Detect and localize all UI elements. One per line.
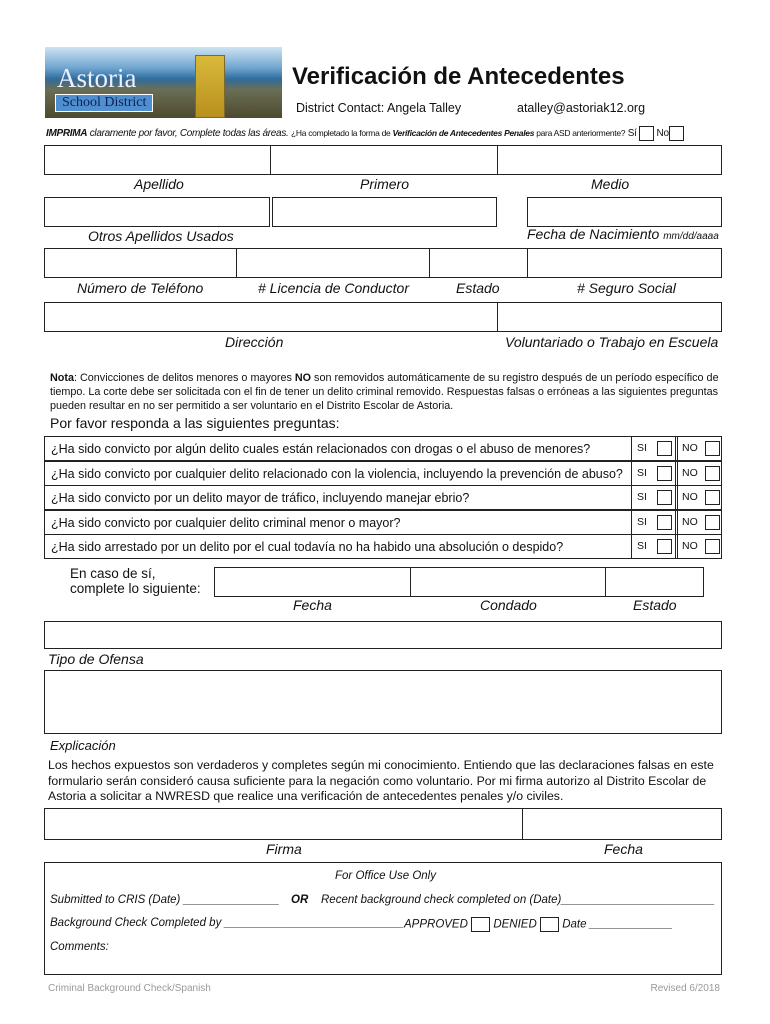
direccion-label: Dirección — [225, 334, 284, 350]
note-text: Nota: Convicciones de delitos menores o mayores NO son removidos automáticamente de su registro después de un período específico de tiempo. La corte debe ser solicitada con el fin de tener un delito criminal removido. Respuestas falsas o erróneas a las siguientes preguntas pueden resultar en no ser permitido a ser voluntario en el Distrito Escolar de Astoria. — [50, 372, 719, 412]
no-checkbox[interactable] — [705, 539, 720, 554]
si-cell — [631, 437, 675, 460]
no-checkbox[interactable] — [705, 466, 720, 481]
offense-date-input[interactable] — [214, 567, 411, 597]
prev-no-label: No — [656, 128, 669, 140]
no-checkbox[interactable] — [705, 515, 720, 530]
no-cell — [675, 462, 723, 485]
approved-checkbox[interactable] — [471, 917, 490, 932]
firma-input[interactable] — [44, 808, 523, 840]
no-cell — [675, 511, 723, 534]
office-title: For Office Use Only — [335, 870, 436, 882]
apellido-label: Apellido — [134, 176, 184, 192]
offense-county-input[interactable] — [410, 567, 606, 597]
no-label: NO — [682, 515, 698, 528]
instr-bold: IMPRIMA — [46, 128, 88, 140]
if-yes-label: En caso de sí, complete lo siguiente: — [70, 566, 201, 596]
question-row — [44, 534, 722, 559]
offense-state-label: Estado — [633, 597, 677, 613]
firma-fecha-label: Fecha — [604, 841, 643, 857]
denied-checkbox[interactable] — [540, 917, 559, 932]
logo-text: Astoria — [57, 63, 137, 93]
si-label: SI — [637, 442, 647, 454]
si-checkbox[interactable] — [657, 539, 672, 554]
fecha-nac-label: Fecha de Nacimiento mm/dd/aaaa — [527, 226, 719, 242]
approval-row: APPROVED DENIED Date _____________ — [404, 918, 673, 931]
si-checkbox[interactable] — [657, 515, 672, 530]
offense-state-input[interactable] — [605, 567, 704, 597]
licencia-input[interactable] — [236, 248, 430, 278]
completed-by: Background Check Completed by ____________________________ — [50, 917, 404, 929]
instr-text: claramente por favor, Complete todas las áreas. — [87, 128, 289, 140]
footer-right: Revised 6/2018 — [650, 983, 720, 994]
question-row — [44, 436, 722, 461]
prev-no-checkbox[interactable] — [669, 126, 684, 141]
si-checkbox[interactable] — [657, 490, 672, 505]
fecha-nacimiento-input[interactable] — [527, 197, 722, 227]
seguro-label: # Seguro Social — [577, 280, 676, 296]
question-row — [44, 461, 722, 486]
firma-fecha-input[interactable] — [522, 808, 722, 840]
no-label: NO — [682, 540, 698, 553]
no-cell — [675, 535, 723, 558]
question-text: ¿Ha sido convicto por un delito mayor de tráfico, incluyendo manejar ebrio? — [51, 491, 470, 506]
question-text: ¿Ha sido convicto por algún delito cuales están relacionados con drogas o el abuso de menores? — [51, 442, 591, 456]
question-text: ¿Ha sido arrestado por un delito por el cual todavía no ha habido una absolución o despido? — [51, 540, 564, 555]
si-label: SI — [637, 491, 647, 504]
si-label: SI — [637, 540, 647, 553]
firma-label: Firma — [266, 841, 302, 857]
si-checkbox[interactable] — [657, 466, 672, 481]
voluntariado-label: Voluntariado o Trabajo en Escuela — [505, 334, 719, 350]
comments-label: Comments: — [50, 941, 109, 953]
prev-si-checkbox[interactable] — [639, 126, 654, 141]
offense-county-label: Condado — [480, 597, 537, 613]
tipo-ofensa-input[interactable] — [44, 621, 722, 649]
recent-check: Recent background check completed on (Date)________________________ — [321, 894, 715, 906]
si-label: SI — [637, 466, 647, 479]
si-checkbox[interactable] — [657, 441, 672, 456]
office-or: OR — [291, 894, 309, 906]
otros-apellidos-input[interactable] — [44, 197, 270, 227]
no-label: NO — [682, 491, 698, 504]
medio-label: Medio — [591, 176, 630, 192]
question-text: ¿Ha sido convicto por cualquier delito relacionado con la violencia, incluyendo la prevención de abuso? — [51, 466, 623, 481]
estado-label: Estado — [456, 280, 500, 296]
question-row — [44, 510, 722, 535]
contact-email: atalley@astoriak12.org — [517, 101, 646, 115]
question-text: ¿Ha sido convicto por cualquier delito criminal menor o mayor? — [51, 515, 401, 530]
explicacion-label: Explicación — [50, 738, 116, 753]
no-cell — [675, 486, 723, 509]
submitted-cris: Submitted to CRIS (Date) _______________ — [50, 894, 280, 906]
licencia-label: # Licencia de Conductor — [258, 280, 409, 296]
direccion-input[interactable] — [44, 302, 498, 332]
si-cell — [631, 511, 675, 534]
otros-apellidos-input-2[interactable] — [272, 197, 497, 227]
si-cell — [631, 486, 675, 509]
no-label: NO — [682, 466, 698, 479]
seguro-social-input[interactable] — [527, 248, 722, 278]
district-contact: District Contact: Angela Talley — [296, 101, 462, 115]
telefono-label: Número de Teléfono — [77, 280, 204, 296]
questions-heading: Por favor responda a las siguientes preguntas: — [50, 415, 340, 431]
no-cell — [675, 437, 723, 460]
prev-si-label: Sí — [627, 128, 637, 140]
voluntariado-input[interactable] — [497, 302, 722, 332]
lighthouse-image — [195, 55, 225, 118]
medio-input[interactable] — [497, 145, 722, 175]
si-label: SI — [637, 515, 647, 528]
no-label: NO — [682, 442, 698, 454]
page-title: Verificación de Antecedentes — [292, 63, 625, 90]
explicacion-input[interactable] — [44, 670, 722, 734]
footer-left: Criminal Background Check/Spanish — [48, 983, 211, 994]
question-row — [44, 485, 722, 510]
primero-label: Primero — [360, 176, 410, 192]
primero-input[interactable] — [270, 145, 498, 175]
office-use-box — [44, 862, 722, 975]
tipo-ofensa-label: Tipo de Ofensa — [48, 651, 144, 667]
logo-subtext: School District — [55, 94, 153, 112]
estado-input[interactable] — [429, 248, 528, 278]
declaration-text: Los hechos expuestos son verdaderos y completes según mi conocimiento. Entiendo que las declaraciones falsas en este formulario serán consideró causa suficiente para la negación como voluntario. Por mi firma autorizo al Distrito Escolar de Astoria a solicitar a NWRESD que realice una verificación de antecedentes penales y/o civiles. — [48, 758, 714, 803]
si-cell — [631, 535, 675, 558]
offense-date-label: Fecha — [293, 597, 332, 613]
apellido-input[interactable] — [44, 145, 271, 175]
no-checkbox[interactable] — [705, 490, 720, 505]
otros-label: Otros Apellidos Usados — [88, 228, 234, 244]
instructions: IMPRIMA claramente por favor, Complete todas las áreas. ¿Ha completado la forma de Verificación de Antecedentes Penales para ASD anteriormente? Sí No — [46, 126, 684, 141]
telefono-input[interactable] — [44, 248, 237, 278]
astoria-logo — [45, 47, 282, 118]
si-cell — [631, 462, 675, 485]
no-checkbox[interactable] — [705, 441, 720, 456]
